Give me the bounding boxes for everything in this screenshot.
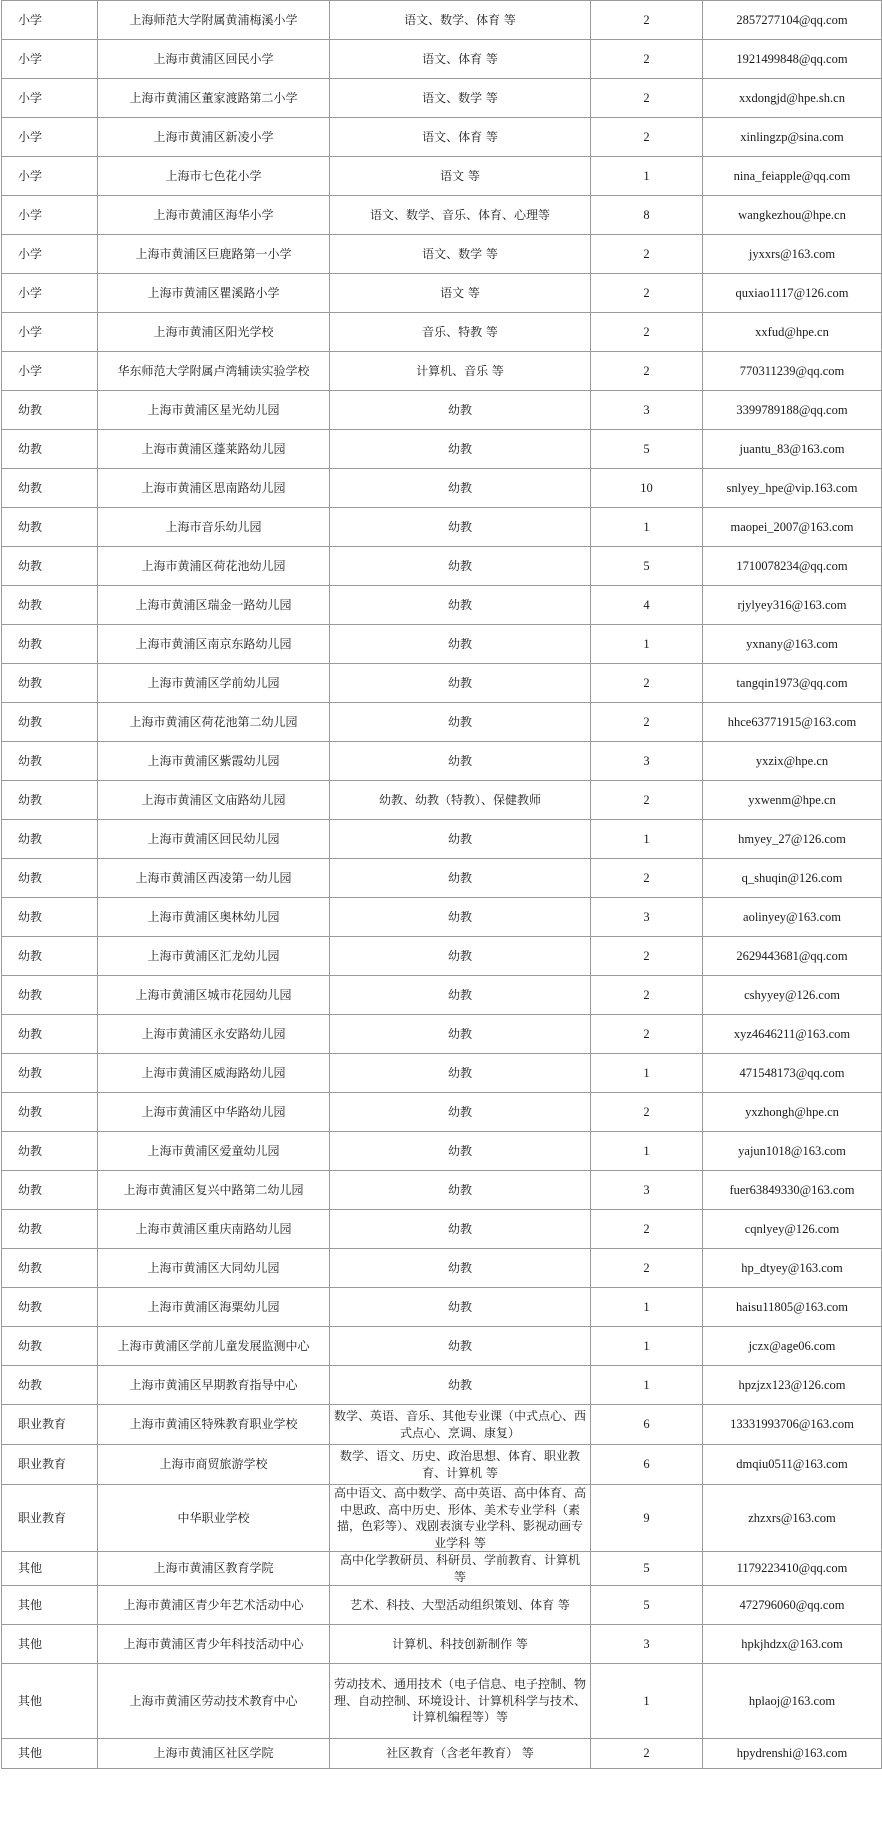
email-cell: hpzjzx123@126.com xyxy=(703,1366,882,1405)
category-cell: 小学 xyxy=(2,196,98,235)
table-row xyxy=(2,1625,882,1664)
category-cell: 幼教 xyxy=(2,1171,98,1210)
headcount-cell: 2 xyxy=(591,937,703,976)
headcount-cell: 2 xyxy=(591,274,703,313)
subjects-cell: 幼教 xyxy=(330,508,591,547)
table-row xyxy=(2,79,882,118)
category-cell: 幼教 xyxy=(2,1093,98,1132)
category-cell: 其他 xyxy=(2,1664,98,1739)
category-cell: 幼教 xyxy=(2,1366,98,1405)
school-name-cell: 上海市商贸旅游学校 xyxy=(98,1445,330,1485)
table-row xyxy=(2,1210,882,1249)
school-name-cell: 上海市黄浦区重庆南路幼儿园 xyxy=(98,1210,330,1249)
category-cell: 幼教 xyxy=(2,820,98,859)
category-cell: 小学 xyxy=(2,313,98,352)
recruitment-table xyxy=(1,0,882,1769)
headcount-cell: 1 xyxy=(591,508,703,547)
email-cell: juantu_83@163.com xyxy=(703,430,882,469)
subjects-cell: 幼教 xyxy=(330,469,591,508)
table-row xyxy=(2,625,882,664)
table-row xyxy=(2,391,882,430)
email-cell: yxzhongh@hpe.cn xyxy=(703,1093,882,1132)
subjects-cell: 语文、数学、体育 等 xyxy=(330,1,591,40)
email-cell: q_shuqin@126.com xyxy=(703,859,882,898)
school-name-cell: 上海市黄浦区回民小学 xyxy=(98,40,330,79)
subjects-cell: 幼教 xyxy=(330,1054,591,1093)
category-cell: 幼教 xyxy=(2,703,98,742)
email-cell: jczx@age06.com xyxy=(703,1327,882,1366)
category-cell: 幼教 xyxy=(2,547,98,586)
headcount-cell: 1 xyxy=(591,820,703,859)
headcount-cell: 2 xyxy=(591,1,703,40)
table-row xyxy=(2,1552,882,1586)
email-cell: jyxxrs@163.com xyxy=(703,235,882,274)
subjects-cell: 幼教 xyxy=(330,742,591,781)
headcount-cell: 2 xyxy=(591,313,703,352)
school-name-cell: 上海市黄浦区特殊教育职业学校 xyxy=(98,1405,330,1445)
headcount-cell: 3 xyxy=(591,391,703,430)
school-name-cell: 上海市黄浦区瑞金一路幼儿园 xyxy=(98,586,330,625)
school-name-cell: 上海市黄浦区回民幼儿园 xyxy=(98,820,330,859)
email-cell: 2629443681@qq.com xyxy=(703,937,882,976)
email-cell: nina_feiapple@qq.com xyxy=(703,157,882,196)
category-cell: 幼教 xyxy=(2,1054,98,1093)
headcount-cell: 1 xyxy=(591,625,703,664)
school-name-cell: 上海市黄浦区荷花池幼儿园 xyxy=(98,547,330,586)
school-name-cell: 上海市黄浦区学前幼儿园 xyxy=(98,664,330,703)
school-name-cell: 上海市黄浦区阳光学校 xyxy=(98,313,330,352)
table-row xyxy=(2,547,882,586)
headcount-cell: 2 xyxy=(591,1015,703,1054)
school-name-cell: 上海师范大学附属黄浦梅溪小学 xyxy=(98,1,330,40)
email-cell: hpkjhdzx@163.com xyxy=(703,1625,882,1664)
email-cell: snlyey_hpe@vip.163.com xyxy=(703,469,882,508)
subjects-cell: 数学、语文、历史、政治思想、体育、职业教育、计算机 等 xyxy=(330,1445,591,1485)
subjects-cell: 幼教 xyxy=(330,1249,591,1288)
category-cell: 小学 xyxy=(2,157,98,196)
school-name-cell: 上海市黄浦区教育学院 xyxy=(98,1552,330,1586)
table-row xyxy=(2,1664,882,1739)
category-cell: 职业教育 xyxy=(2,1445,98,1485)
email-cell: fuer63849330@163.com xyxy=(703,1171,882,1210)
category-cell: 幼教 xyxy=(2,1249,98,1288)
email-cell: hp_dtyey@163.com xyxy=(703,1249,882,1288)
school-name-cell: 上海市黄浦区社区学院 xyxy=(98,1739,330,1769)
headcount-cell: 2 xyxy=(591,1093,703,1132)
subjects-cell: 幼教 xyxy=(330,820,591,859)
subjects-cell: 语文、数学 等 xyxy=(330,79,591,118)
email-cell: 1710078234@qq.com xyxy=(703,547,882,586)
table-row xyxy=(2,703,882,742)
school-name-cell: 上海市黄浦区复兴中路第二幼儿园 xyxy=(98,1171,330,1210)
subjects-cell: 幼教 xyxy=(330,976,591,1015)
email-cell: maopei_2007@163.com xyxy=(703,508,882,547)
subjects-cell: 语文 等 xyxy=(330,157,591,196)
subjects-cell: 语文、体育 等 xyxy=(330,40,591,79)
email-cell: zhzxrs@163.com xyxy=(703,1485,882,1552)
subjects-cell: 幼教 xyxy=(330,898,591,937)
email-cell: 2857277104@qq.com xyxy=(703,1,882,40)
subjects-cell: 幼教 xyxy=(330,430,591,469)
email-cell: xinlingzp@sina.com xyxy=(703,118,882,157)
table-row xyxy=(2,196,882,235)
email-cell: hmyey_27@126.com xyxy=(703,820,882,859)
email-cell: yxnany@163.com xyxy=(703,625,882,664)
category-cell: 幼教 xyxy=(2,469,98,508)
category-cell: 小学 xyxy=(2,118,98,157)
school-name-cell: 上海市黄浦区荷花池第二幼儿园 xyxy=(98,703,330,742)
subjects-cell: 音乐、特教 等 xyxy=(330,313,591,352)
subjects-cell: 社区教育（含老年教育） 等 xyxy=(330,1739,591,1769)
email-cell: 1921499848@qq.com xyxy=(703,40,882,79)
table-row xyxy=(2,1249,882,1288)
table-row xyxy=(2,859,882,898)
category-cell: 小学 xyxy=(2,352,98,391)
subjects-cell: 幼教 xyxy=(330,1015,591,1054)
email-cell: xxfud@hpe.cn xyxy=(703,313,882,352)
headcount-cell: 2 xyxy=(591,1249,703,1288)
headcount-cell: 1 xyxy=(591,1054,703,1093)
category-cell: 幼教 xyxy=(2,742,98,781)
email-cell: xyz4646211@163.com xyxy=(703,1015,882,1054)
school-name-cell: 上海市黄浦区新凌小学 xyxy=(98,118,330,157)
table-row xyxy=(2,976,882,1015)
category-cell: 幼教 xyxy=(2,430,98,469)
subjects-cell: 计算机、音乐 等 xyxy=(330,352,591,391)
email-cell: 1179223410@qq.com xyxy=(703,1552,882,1586)
table-row xyxy=(2,1366,882,1405)
table-row xyxy=(2,508,882,547)
school-name-cell: 上海市黄浦区思南路幼儿园 xyxy=(98,469,330,508)
headcount-cell: 8 xyxy=(591,196,703,235)
email-cell: xxdongjd@hpe.sh.cn xyxy=(703,79,882,118)
school-name-cell: 上海市黄浦区西凌第一幼儿园 xyxy=(98,859,330,898)
table-row xyxy=(2,1445,882,1485)
school-name-cell: 上海市黄浦区大同幼儿园 xyxy=(98,1249,330,1288)
email-cell: yxzix@hpe.cn xyxy=(703,742,882,781)
headcount-cell: 9 xyxy=(591,1485,703,1552)
category-cell: 小学 xyxy=(2,1,98,40)
headcount-cell: 2 xyxy=(591,79,703,118)
table-row xyxy=(2,1586,882,1625)
subjects-cell: 幼教 xyxy=(330,391,591,430)
school-name-cell: 上海市黄浦区南京东路幼儿园 xyxy=(98,625,330,664)
email-cell: quxiao1117@126.com xyxy=(703,274,882,313)
headcount-cell: 5 xyxy=(591,430,703,469)
category-cell: 幼教 xyxy=(2,976,98,1015)
category-cell: 幼教 xyxy=(2,1288,98,1327)
category-cell: 幼教 xyxy=(2,937,98,976)
headcount-cell: 1 xyxy=(591,1288,703,1327)
school-name-cell: 上海市黄浦区青少年科技活动中心 xyxy=(98,1625,330,1664)
email-cell: 13331993706@163.com xyxy=(703,1405,882,1445)
email-cell: haisu11805@163.com xyxy=(703,1288,882,1327)
headcount-cell: 2 xyxy=(591,664,703,703)
headcount-cell: 2 xyxy=(591,1210,703,1249)
subjects-cell: 幼教 xyxy=(330,664,591,703)
table-row xyxy=(2,586,882,625)
email-cell: wangkezhou@hpe.cn xyxy=(703,196,882,235)
school-name-cell: 中华职业学校 xyxy=(98,1485,330,1552)
school-name-cell: 上海市黄浦区文庙路幼儿园 xyxy=(98,781,330,820)
headcount-cell: 4 xyxy=(591,586,703,625)
table-row xyxy=(2,118,882,157)
subjects-cell: 幼教 xyxy=(330,547,591,586)
school-name-cell: 上海市音乐幼儿园 xyxy=(98,508,330,547)
table-row xyxy=(2,1054,882,1093)
category-cell: 职业教育 xyxy=(2,1405,98,1445)
table-row xyxy=(2,1288,882,1327)
category-cell: 其他 xyxy=(2,1739,98,1769)
school-name-cell: 上海市黄浦区早期教育指导中心 xyxy=(98,1366,330,1405)
email-cell: aolinyey@163.com xyxy=(703,898,882,937)
email-cell: hpydrenshi@163.com xyxy=(703,1739,882,1769)
table-row xyxy=(2,469,882,508)
headcount-cell: 2 xyxy=(591,781,703,820)
category-cell: 小学 xyxy=(2,79,98,118)
table-row xyxy=(2,1093,882,1132)
table-row xyxy=(2,820,882,859)
headcount-cell: 5 xyxy=(591,1552,703,1586)
school-name-cell: 华东师范大学附属卢湾辅读实验学校 xyxy=(98,352,330,391)
category-cell: 幼教 xyxy=(2,625,98,664)
headcount-cell: 3 xyxy=(591,898,703,937)
school-name-cell: 上海市黄浦区威海路幼儿园 xyxy=(98,1054,330,1093)
school-name-cell: 上海市黄浦区城市花园幼儿园 xyxy=(98,976,330,1015)
school-name-cell: 上海市黄浦区学前儿童发展监测中心 xyxy=(98,1327,330,1366)
headcount-cell: 6 xyxy=(591,1445,703,1485)
subjects-cell: 幼教 xyxy=(330,937,591,976)
email-cell: 3399789188@qq.com xyxy=(703,391,882,430)
table-row xyxy=(2,235,882,274)
table-row xyxy=(2,274,882,313)
headcount-cell: 2 xyxy=(591,976,703,1015)
table-row xyxy=(2,781,882,820)
table-row xyxy=(2,40,882,79)
subjects-cell: 幼教 xyxy=(330,586,591,625)
headcount-cell: 1 xyxy=(591,1664,703,1739)
headcount-cell: 2 xyxy=(591,1739,703,1769)
school-name-cell: 上海市黄浦区青少年艺术活动中心 xyxy=(98,1586,330,1625)
email-cell: hplaoj@163.com xyxy=(703,1664,882,1739)
headcount-cell: 6 xyxy=(591,1405,703,1445)
subjects-cell: 计算机、科技创新制作 等 xyxy=(330,1625,591,1664)
table-row xyxy=(2,742,882,781)
school-name-cell: 上海市黄浦区爱童幼儿园 xyxy=(98,1132,330,1171)
subjects-cell: 幼教 xyxy=(330,1210,591,1249)
category-cell: 幼教 xyxy=(2,664,98,703)
category-cell: 幼教 xyxy=(2,391,98,430)
table-body xyxy=(2,1,882,1769)
table-row xyxy=(2,937,882,976)
headcount-cell: 2 xyxy=(591,118,703,157)
email-cell: 471548173@qq.com xyxy=(703,1054,882,1093)
school-name-cell: 上海市黄浦区星光幼儿园 xyxy=(98,391,330,430)
table-row xyxy=(2,1171,882,1210)
subjects-cell: 幼教 xyxy=(330,1132,591,1171)
table-row xyxy=(2,1485,882,1552)
school-name-cell: 上海市黄浦区海粟幼儿园 xyxy=(98,1288,330,1327)
subjects-cell: 语文、数学 等 xyxy=(330,235,591,274)
subjects-cell: 幼教 xyxy=(330,859,591,898)
table-row xyxy=(2,1132,882,1171)
category-cell: 幼教 xyxy=(2,1210,98,1249)
headcount-cell: 3 xyxy=(591,742,703,781)
category-cell: 幼教 xyxy=(2,508,98,547)
school-name-cell: 上海市黄浦区蓬莱路幼儿园 xyxy=(98,430,330,469)
category-cell: 幼教 xyxy=(2,781,98,820)
email-cell: cqnlyey@126.com xyxy=(703,1210,882,1249)
headcount-cell: 10 xyxy=(591,469,703,508)
subjects-cell: 高中语文、高中数学、高中英语、高中体育、高中思政、高中历史、形体、美术专业学科（素描，色彩等）、戏剧表演专业学科、影视动画专业学科 等 xyxy=(330,1485,591,1552)
category-cell: 其他 xyxy=(2,1552,98,1586)
subjects-cell: 艺术、科技、大型活动组织策划、体育 等 xyxy=(330,1586,591,1625)
category-cell: 幼教 xyxy=(2,586,98,625)
email-cell: 770311239@qq.com xyxy=(703,352,882,391)
headcount-cell: 2 xyxy=(591,859,703,898)
category-cell: 幼教 xyxy=(2,859,98,898)
table-row xyxy=(2,430,882,469)
category-cell: 小学 xyxy=(2,40,98,79)
headcount-cell: 5 xyxy=(591,1586,703,1625)
subjects-cell: 语文 等 xyxy=(330,274,591,313)
email-cell: hhce63771915@163.com xyxy=(703,703,882,742)
school-name-cell: 上海市黄浦区海华小学 xyxy=(98,196,330,235)
school-name-cell: 上海市黄浦区永安路幼儿园 xyxy=(98,1015,330,1054)
category-cell: 其他 xyxy=(2,1586,98,1625)
table-row xyxy=(2,352,882,391)
headcount-cell: 2 xyxy=(591,40,703,79)
table-row xyxy=(2,313,882,352)
subjects-cell: 幼教 xyxy=(330,1171,591,1210)
table-row xyxy=(2,1327,882,1366)
email-cell: yajun1018@163.com xyxy=(703,1132,882,1171)
subjects-cell: 幼教 xyxy=(330,703,591,742)
subjects-cell: 幼教 xyxy=(330,1327,591,1366)
email-cell: yxwenm@hpe.cn xyxy=(703,781,882,820)
category-cell: 其他 xyxy=(2,1625,98,1664)
table-row xyxy=(2,664,882,703)
table-row xyxy=(2,1739,882,1769)
subjects-cell: 语文、体育 等 xyxy=(330,118,591,157)
headcount-cell: 1 xyxy=(591,1366,703,1405)
headcount-cell: 1 xyxy=(591,157,703,196)
subjects-cell: 幼教 xyxy=(330,625,591,664)
school-name-cell: 上海市黄浦区瞿溪路小学 xyxy=(98,274,330,313)
school-name-cell: 上海市黄浦区劳动技术教育中心 xyxy=(98,1664,330,1739)
school-name-cell: 上海市七色花小学 xyxy=(98,157,330,196)
subjects-cell: 劳动技术、通用技术（电子信息、电子控制、物理、自动控制、环境设计、计算机科学与技术、计算机编程等）等 xyxy=(330,1664,591,1739)
school-name-cell: 上海市黄浦区紫霞幼儿园 xyxy=(98,742,330,781)
headcount-cell: 1 xyxy=(591,1132,703,1171)
email-cell: rjylyey316@163.com xyxy=(703,586,882,625)
email-cell: dmqiu0511@163.com xyxy=(703,1445,882,1485)
subjects-cell: 幼教 xyxy=(330,1093,591,1132)
school-name-cell: 上海市黄浦区汇龙幼儿园 xyxy=(98,937,330,976)
category-cell: 小学 xyxy=(2,235,98,274)
email-cell: tangqin1973@qq.com xyxy=(703,664,882,703)
table-row xyxy=(2,1015,882,1054)
school-name-cell: 上海市黄浦区奥林幼儿园 xyxy=(98,898,330,937)
email-cell: 472796060@qq.com xyxy=(703,1586,882,1625)
subjects-cell: 幼教、幼教（特教）、保健教师 xyxy=(330,781,591,820)
category-cell: 幼教 xyxy=(2,898,98,937)
headcount-cell: 3 xyxy=(591,1625,703,1664)
headcount-cell: 3 xyxy=(591,1171,703,1210)
table-row xyxy=(2,157,882,196)
category-cell: 幼教 xyxy=(2,1015,98,1054)
headcount-cell: 5 xyxy=(591,547,703,586)
school-name-cell: 上海市黄浦区巨鹿路第一小学 xyxy=(98,235,330,274)
table-row xyxy=(2,898,882,937)
headcount-cell: 1 xyxy=(591,1327,703,1366)
subjects-cell: 幼教 xyxy=(330,1366,591,1405)
email-cell: cshyyey@126.com xyxy=(703,976,882,1015)
category-cell: 幼教 xyxy=(2,1132,98,1171)
school-name-cell: 上海市黄浦区董家渡路第二小学 xyxy=(98,79,330,118)
table-row xyxy=(2,1,882,40)
headcount-cell: 2 xyxy=(591,703,703,742)
headcount-cell: 2 xyxy=(591,352,703,391)
subjects-cell: 幼教 xyxy=(330,1288,591,1327)
table-row xyxy=(2,1405,882,1445)
category-cell: 职业教育 xyxy=(2,1485,98,1552)
category-cell: 小学 xyxy=(2,274,98,313)
headcount-cell: 2 xyxy=(591,235,703,274)
subjects-cell: 数学、英语、音乐、其他专业课（中式点心、西式点心、烹调、康复） xyxy=(330,1405,591,1445)
subjects-cell: 语文、数学、音乐、体育、心理等 xyxy=(330,196,591,235)
category-cell: 幼教 xyxy=(2,1327,98,1366)
subjects-cell: 高中化学教研员、科研员、学前教育、计算机 等 xyxy=(330,1552,591,1586)
school-name-cell: 上海市黄浦区中华路幼儿园 xyxy=(98,1093,330,1132)
